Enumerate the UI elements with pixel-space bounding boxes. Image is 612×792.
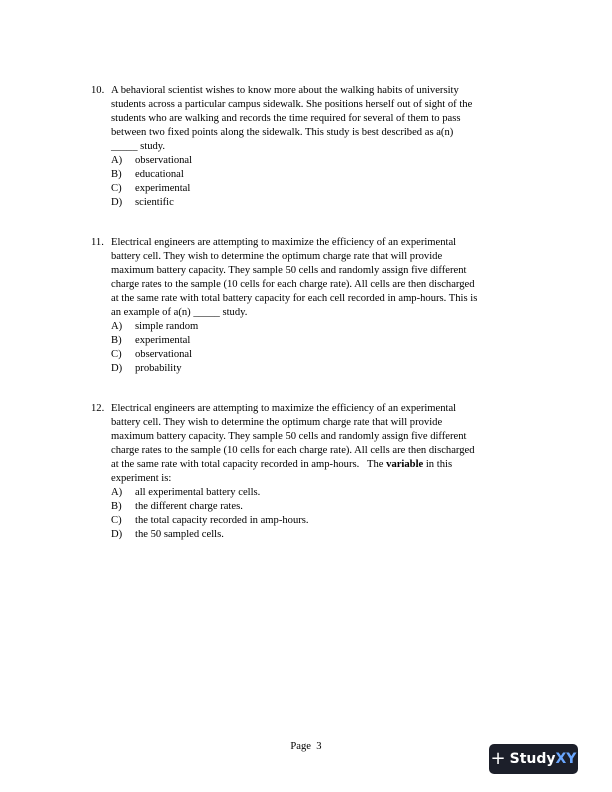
answer-option-a [111, 486, 541, 500]
question-12 [91, 402, 541, 542]
stem-text: at the same rate with total capacity recorded in amp-hours. The [111, 459, 387, 470]
answer-option-d [111, 528, 541, 542]
option-text: the 50 sampled cells. [135, 529, 224, 540]
stem-text: in this [423, 459, 453, 470]
question-number: 11. [91, 237, 104, 248]
option-letter: C) [111, 183, 122, 194]
stem-line: maximum battery capacity. They sample 50 cells and randomly assign five different [111, 431, 467, 442]
option-letter: B) [111, 501, 122, 512]
option-text: experimental [135, 183, 191, 194]
option-text: the different charge rates. [135, 501, 243, 512]
stem-line: Electrical engineers are attempting to maximize the efficiency of an experimental [111, 403, 457, 414]
option-letter: C) [111, 515, 122, 526]
stem-line: maximum battery capacity. They sample 50 cells and randomly assign five different [111, 265, 467, 276]
option-letter: B) [111, 335, 122, 346]
answer-option-d [111, 196, 541, 210]
option-letter: C) [111, 349, 122, 360]
stem-line: an example of a(n) _____ study. [111, 307, 248, 318]
answer-options [111, 154, 541, 210]
option-letter: A) [111, 155, 123, 166]
option-text: probability [135, 363, 182, 374]
stem-line: battery cell. They wish to determine the optimum charge rate that will provide [111, 251, 443, 262]
logo-text-study: Study [509, 751, 556, 767]
answer-option-c [111, 182, 541, 196]
question-10 [91, 84, 541, 210]
stem-line: Electrical engineers are attempting to maximize the efficiency of an experimental [111, 237, 457, 248]
option-letter: D) [111, 197, 123, 208]
stem-line: _____ study. [111, 141, 166, 152]
stem-line: battery cell. They wish to determine the optimum charge rate that will provide [111, 417, 443, 428]
stem-line [111, 458, 541, 472]
answer-option-c [111, 514, 541, 528]
stem-line: at the same rate with total battery capacity for each cell recorded in amp-hours. This is [111, 293, 478, 304]
question-stem [111, 84, 541, 154]
question-11 [91, 236, 541, 376]
option-text: simple random [135, 321, 199, 332]
stem-line: between two fixed points along the sidewalk. This study is best described as a(n) [111, 127, 454, 138]
option-letter: B) [111, 169, 122, 180]
stem-line: charge rates to the sample (10 cells for each charge rate). All cells are then discharged [111, 279, 475, 290]
option-letter: D) [111, 363, 123, 374]
option-text: educational [135, 169, 184, 180]
logo-text-xy: XY [555, 751, 577, 767]
studyxy-logo[interactable] [489, 744, 578, 774]
bold-term-variable: variable [386, 459, 424, 470]
answer-option-a [111, 320, 541, 334]
answer-options [111, 320, 541, 376]
option-text: all experimental battery cells. [135, 487, 261, 498]
answer-option-b [111, 334, 541, 348]
answer-option-c [111, 348, 541, 362]
option-text: the total capacity recorded in amp-hours. [135, 515, 309, 526]
answer-option-b [111, 168, 541, 182]
stem-line: A behavioral scientist wishes to know more about the walking habits of university [111, 85, 459, 96]
answer-option-b [111, 500, 541, 514]
question-number: 12. [91, 403, 105, 414]
question-number: 10. [91, 85, 105, 96]
option-letter: A) [111, 487, 123, 498]
stem-line: charge rates to the sample (10 cells for each charge rate). All cells are then discharged [111, 445, 475, 456]
answer-option-d [111, 362, 541, 376]
option-text: observational [135, 155, 193, 166]
stem-line: students who are walking and records the time required for several of them to pass [111, 113, 461, 124]
option-text: scientific [135, 197, 174, 208]
answer-options [111, 486, 541, 542]
option-letter: D) [111, 529, 123, 540]
option-letter: A) [111, 321, 123, 332]
plus-icon: + [490, 748, 506, 769]
answer-option-a [111, 154, 541, 168]
page-number: Page 3 [290, 741, 322, 752]
stem-line: students across a particular campus sidewalk. She positions herself out of sight of the [111, 99, 473, 110]
question-stem [111, 236, 541, 320]
option-text: observational [135, 349, 193, 360]
option-text: experimental [135, 335, 191, 346]
stem-line: experiment is: [111, 473, 172, 484]
question-stem [111, 402, 541, 486]
